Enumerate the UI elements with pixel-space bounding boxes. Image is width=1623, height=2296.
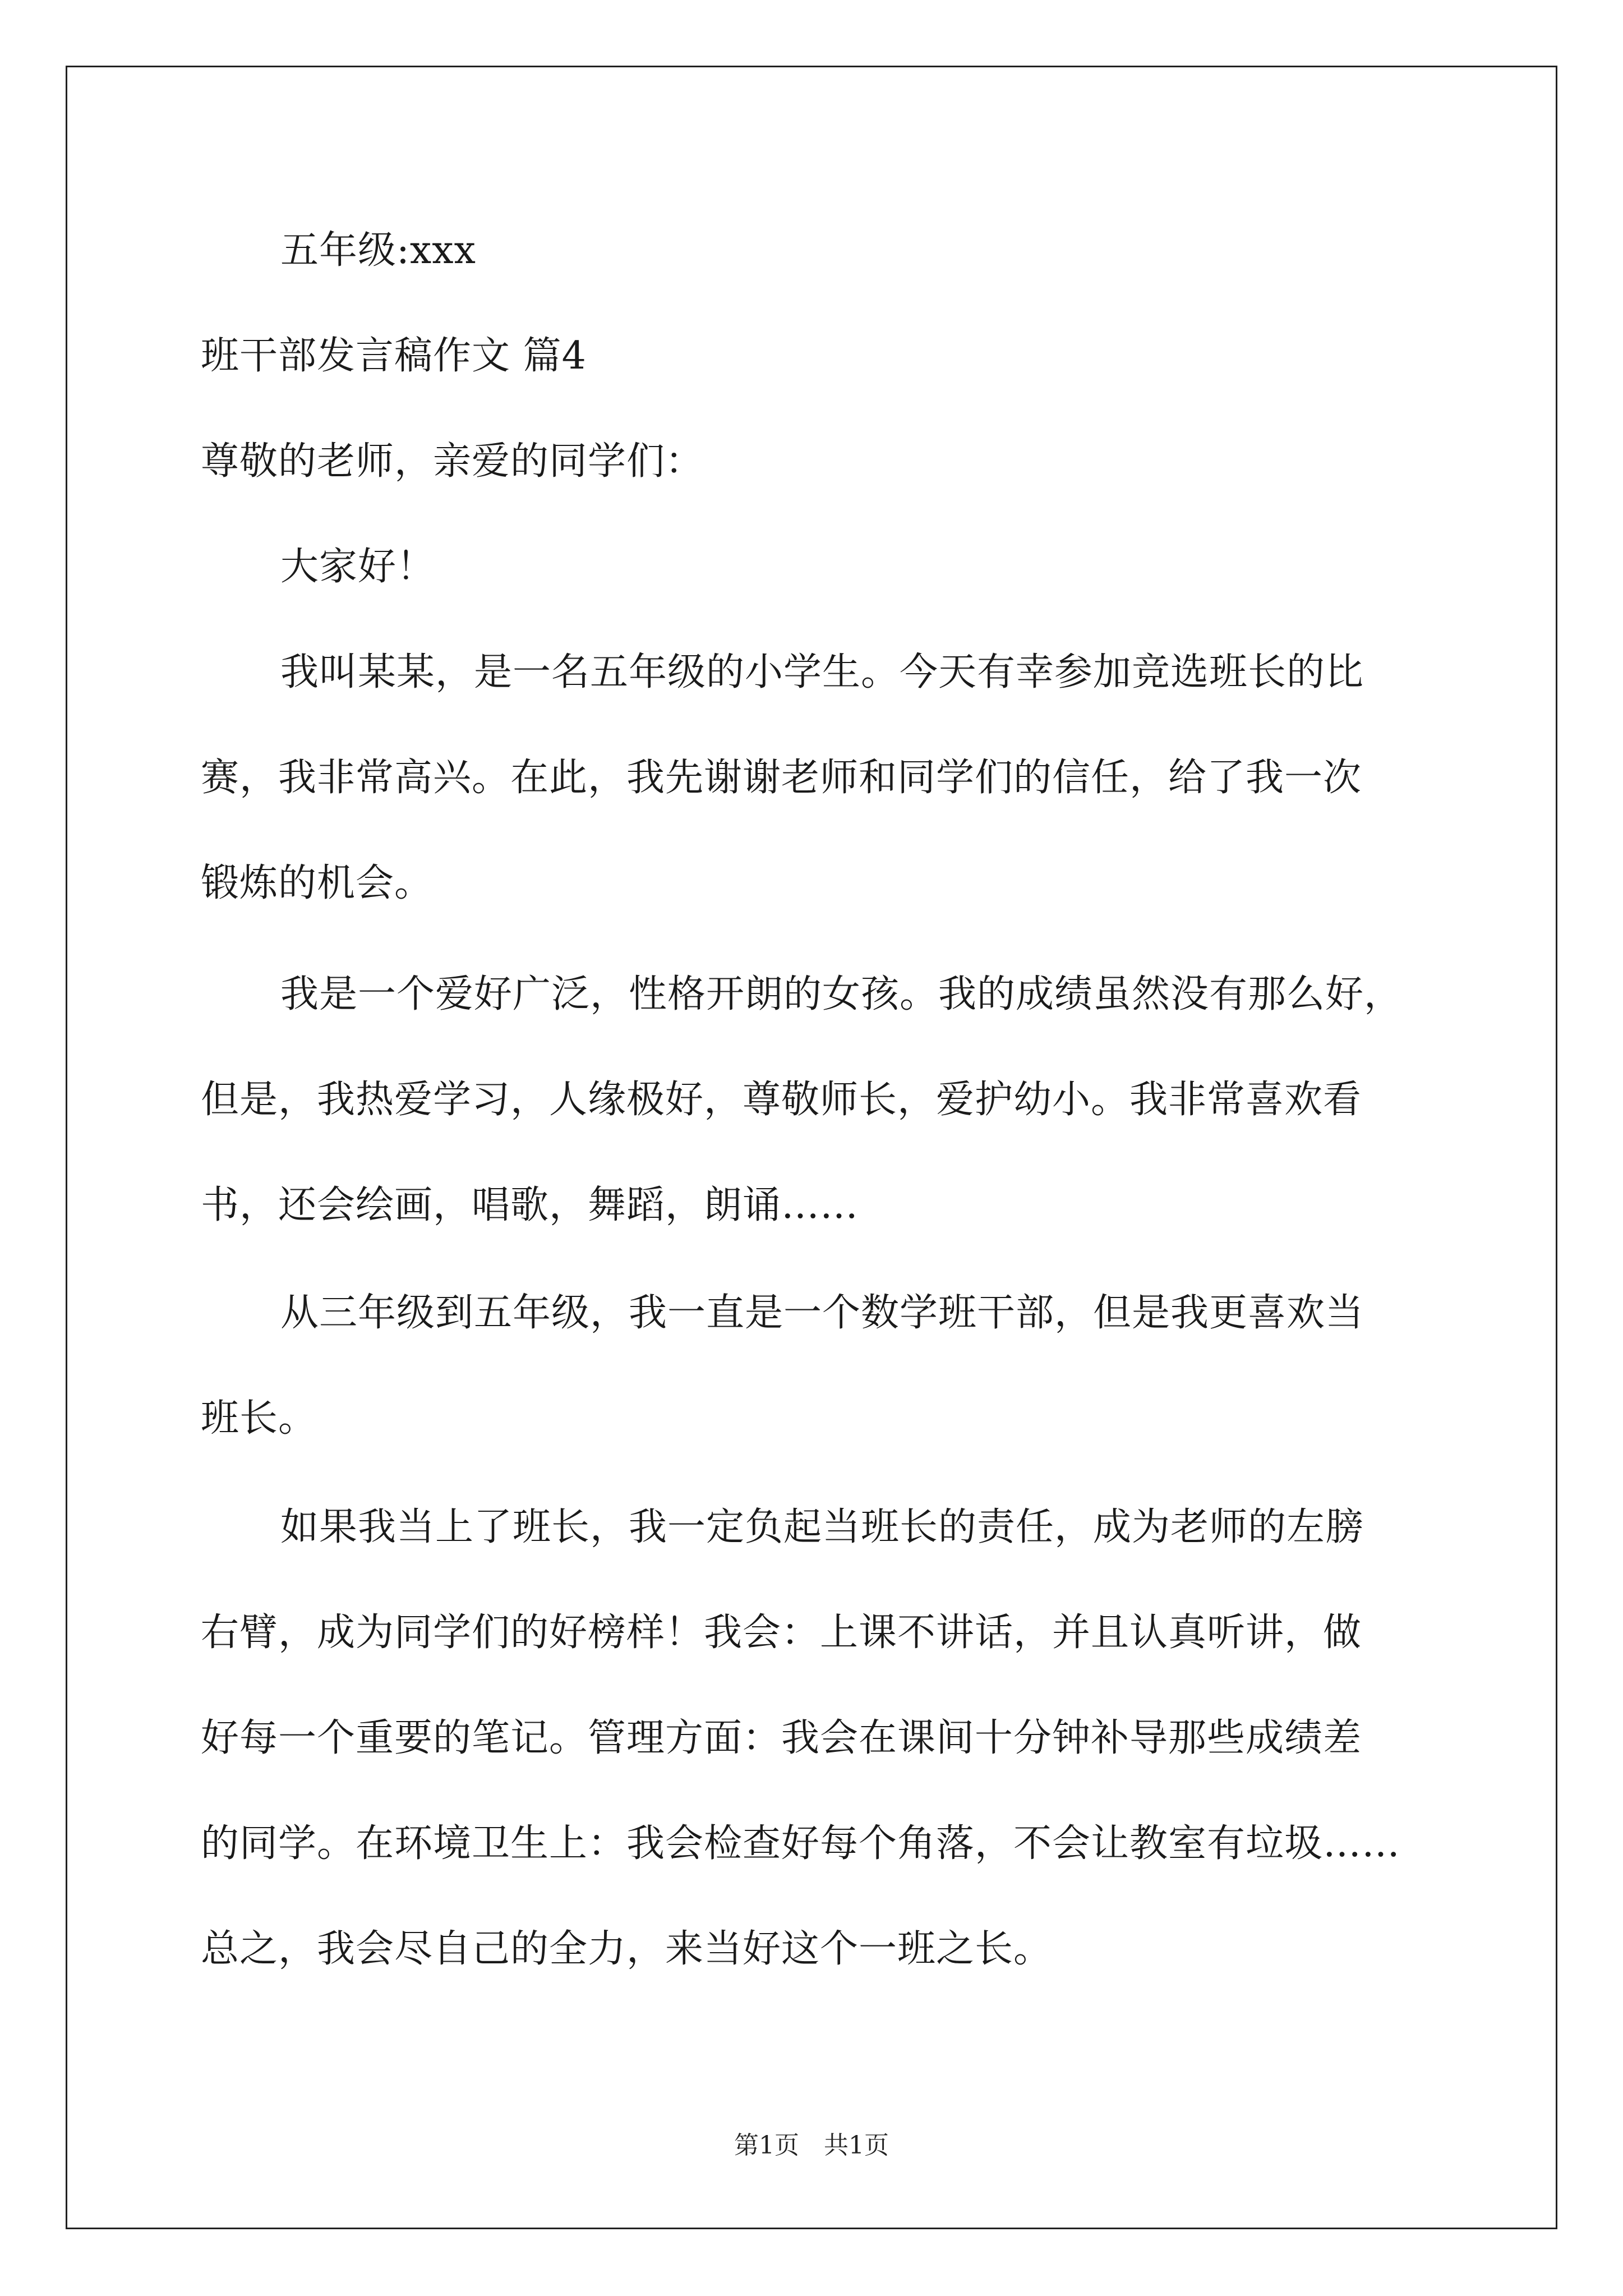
greeting: 大家好！ [280,545,436,589]
section-title: 班干部发言稿作文 篇4 [201,334,587,378]
paragraph-3-line-1: 从三年级到五年级，我一直是一个数学班干部，但是我更喜欢当 [280,1291,1364,1335]
paragraph-3-line-2: 班长。 [201,1396,317,1441]
salutation: 尊敬的老师，亲爱的同学们： [201,439,704,484]
paragraph-4-line-1: 如果我当上了班长，我一定负起当班长的责任，成为老师的左膀 [280,1505,1364,1549]
paragraph-1-line-2: 赛，我非常高兴。在此，我先谢谢老师和同学们的信任，给了我一次 [201,756,1362,800]
paragraph-1-line-1: 我叫某某，是一名五年级的小学生。今天有幸参加竞选班长的比 [280,650,1364,694]
paragraph-4-line-4: 的同学。在环境卫生上：我会检查好每个角落，不会让教室有垃圾…… [201,1821,1401,1866]
paragraph-2-line-3: 书，还会绘画，唱歌，舞蹈，朗诵…… [201,1183,859,1227]
paragraph-2-line-2: 但是，我热爱学习，人缘极好，尊敬师长，爱护幼小。我非常喜欢看 [201,1078,1362,1122]
paragraph-4-line-2: 右臂，成为同学们的好榜样！我会：上课不讲话，并且认真听讲，做 [201,1611,1362,1655]
paragraph-4-line-5: 总之，我会尽自己的全力，来当好这个一班之长。 [201,1927,1053,1971]
paragraph-4-line-3: 好每一个重要的笔记。管理方面：我会在课间十分钟补导那些成绩差 [201,1716,1362,1760]
page-number-footer: 第1页 共1页 [734,2131,889,2160]
page-border [66,66,1557,2229]
grade-line: 五年级:xxx [280,228,476,273]
paragraph-1-line-3: 锻炼的机会。 [201,861,434,905]
paragraph-2-line-1: 我是一个爱好广泛，性格开朗的女孩。我的成绩虽然没有那么好， [280,972,1403,1016]
